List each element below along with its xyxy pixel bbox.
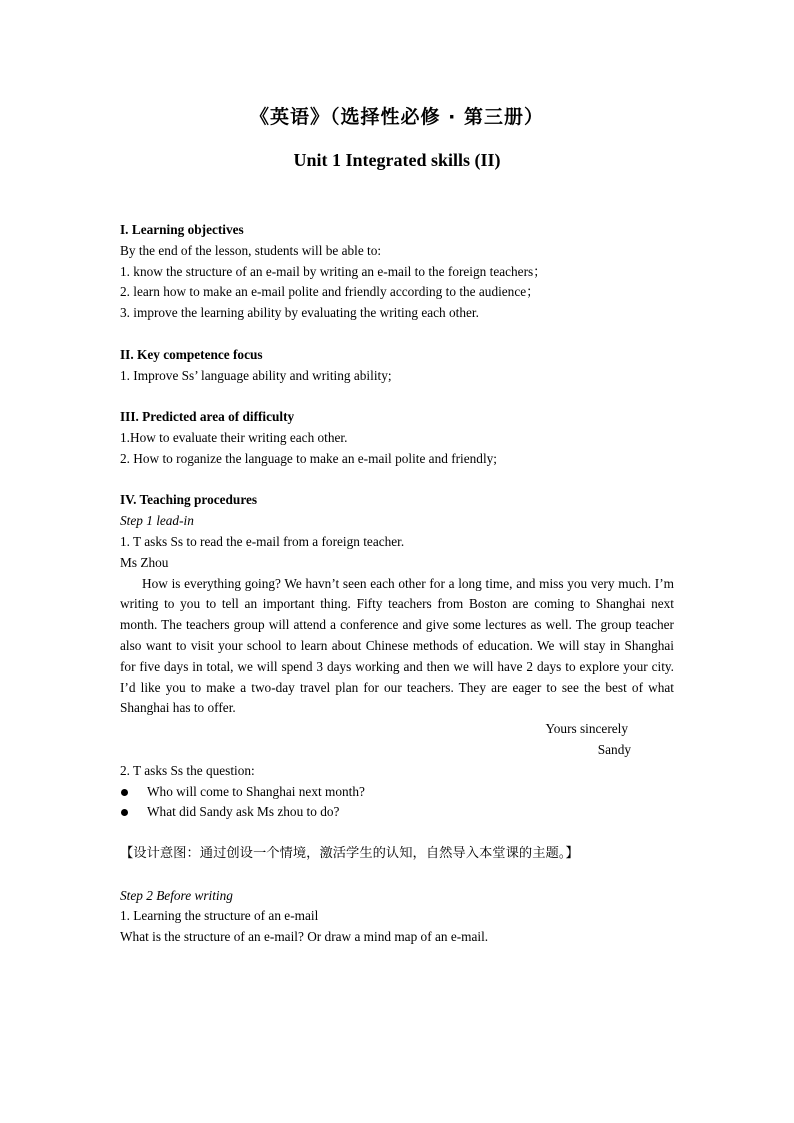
letter-paragraph: How is everything going? We havn’t seen each other for a long time, and miss you very much. I’m writing to you to tell an important thing. Fifty teachers from Boston are coming to Shanghai next month. The teachers group will attend a conference and give some lectures as well. The group teacher also want to visit your school to learn about Chinese methods of education. We will stay in Shanghai for five days in total, we will spend 3 days working and then we will have 2 days to explore your city. I’d like you to make a two-day travel plan for our teachers. They are eager to see the best of what Shanghai has to offer. — [120, 575, 674, 716]
task-line: 2. T asks Ss the question: — [120, 762, 255, 778]
objective-item: 3. improve the learning ability by evaluating the writing each other. — [120, 305, 479, 321]
letter-greeting: Ms Zhou — [120, 554, 169, 570]
objectives-intro: By the end of the lesson, students will be able to: — [120, 242, 382, 258]
section-heading-competence: II. Key competence focus — [120, 346, 263, 362]
step-label: Step 2 Before writing — [120, 887, 233, 903]
difficulty-item: 1.How to evaluate their writing each other. — [120, 429, 348, 445]
difficulty-item: 2. How to roganize the language to make an e-mail polite and friendly; — [120, 450, 497, 466]
design-intent-note: 【设计意图：通过创设一个情境，激活学生的认知，自然导入本堂课的主题。】 — [120, 845, 579, 861]
step-label: Step 1 lead-in — [120, 513, 194, 529]
task-question: What is the structure of an e-mail? Or draw a mind map of an e-mail. — [120, 929, 489, 945]
spacer — [120, 324, 674, 345]
document-title: 《英语》（选择性必修 · 第三册） — [250, 106, 544, 128]
objective-item: 2. learn how to make an e-mail polite and friendly according to the audience； — [120, 284, 540, 300]
section-heading-difficulty: III. Predicted area of difficulty — [120, 409, 295, 425]
spacer — [120, 865, 674, 886]
objective-item: 1. know the structure of an e-mail by writing an e-mail to the foreign teachers； — [120, 263, 547, 279]
letter-signature: Sandy — [597, 741, 631, 757]
spacer — [120, 823, 674, 844]
spacer — [120, 386, 674, 407]
section-heading-objectives: I. Learning objectives — [120, 222, 244, 237]
section-heading-procedures: IV. Teaching procedures — [120, 492, 258, 508]
lesson-content — [120, 220, 674, 948]
letter-body — [120, 574, 674, 720]
task-line: 1. Learning the structure of an e-mail — [120, 908, 319, 924]
question-item — [120, 782, 674, 803]
bullet-icon — [121, 809, 128, 816]
spacer — [120, 470, 674, 491]
question-text: Who will come to Shanghai next month? — [147, 783, 365, 799]
task-line: 1. T asks Ss to read the e-mail from a foreign teacher. — [120, 533, 405, 549]
question-item — [120, 802, 674, 823]
competence-item: 1. Improve Ss’ language ability and writing ability; — [120, 367, 392, 383]
question-text: What did Sandy ask Ms zhou to do? — [147, 804, 340, 820]
letter-closing: Yours sincerely — [545, 721, 628, 737]
bullet-icon — [121, 789, 128, 796]
lesson-title: Unit 1 Integrated skills (II) — [293, 150, 501, 170]
